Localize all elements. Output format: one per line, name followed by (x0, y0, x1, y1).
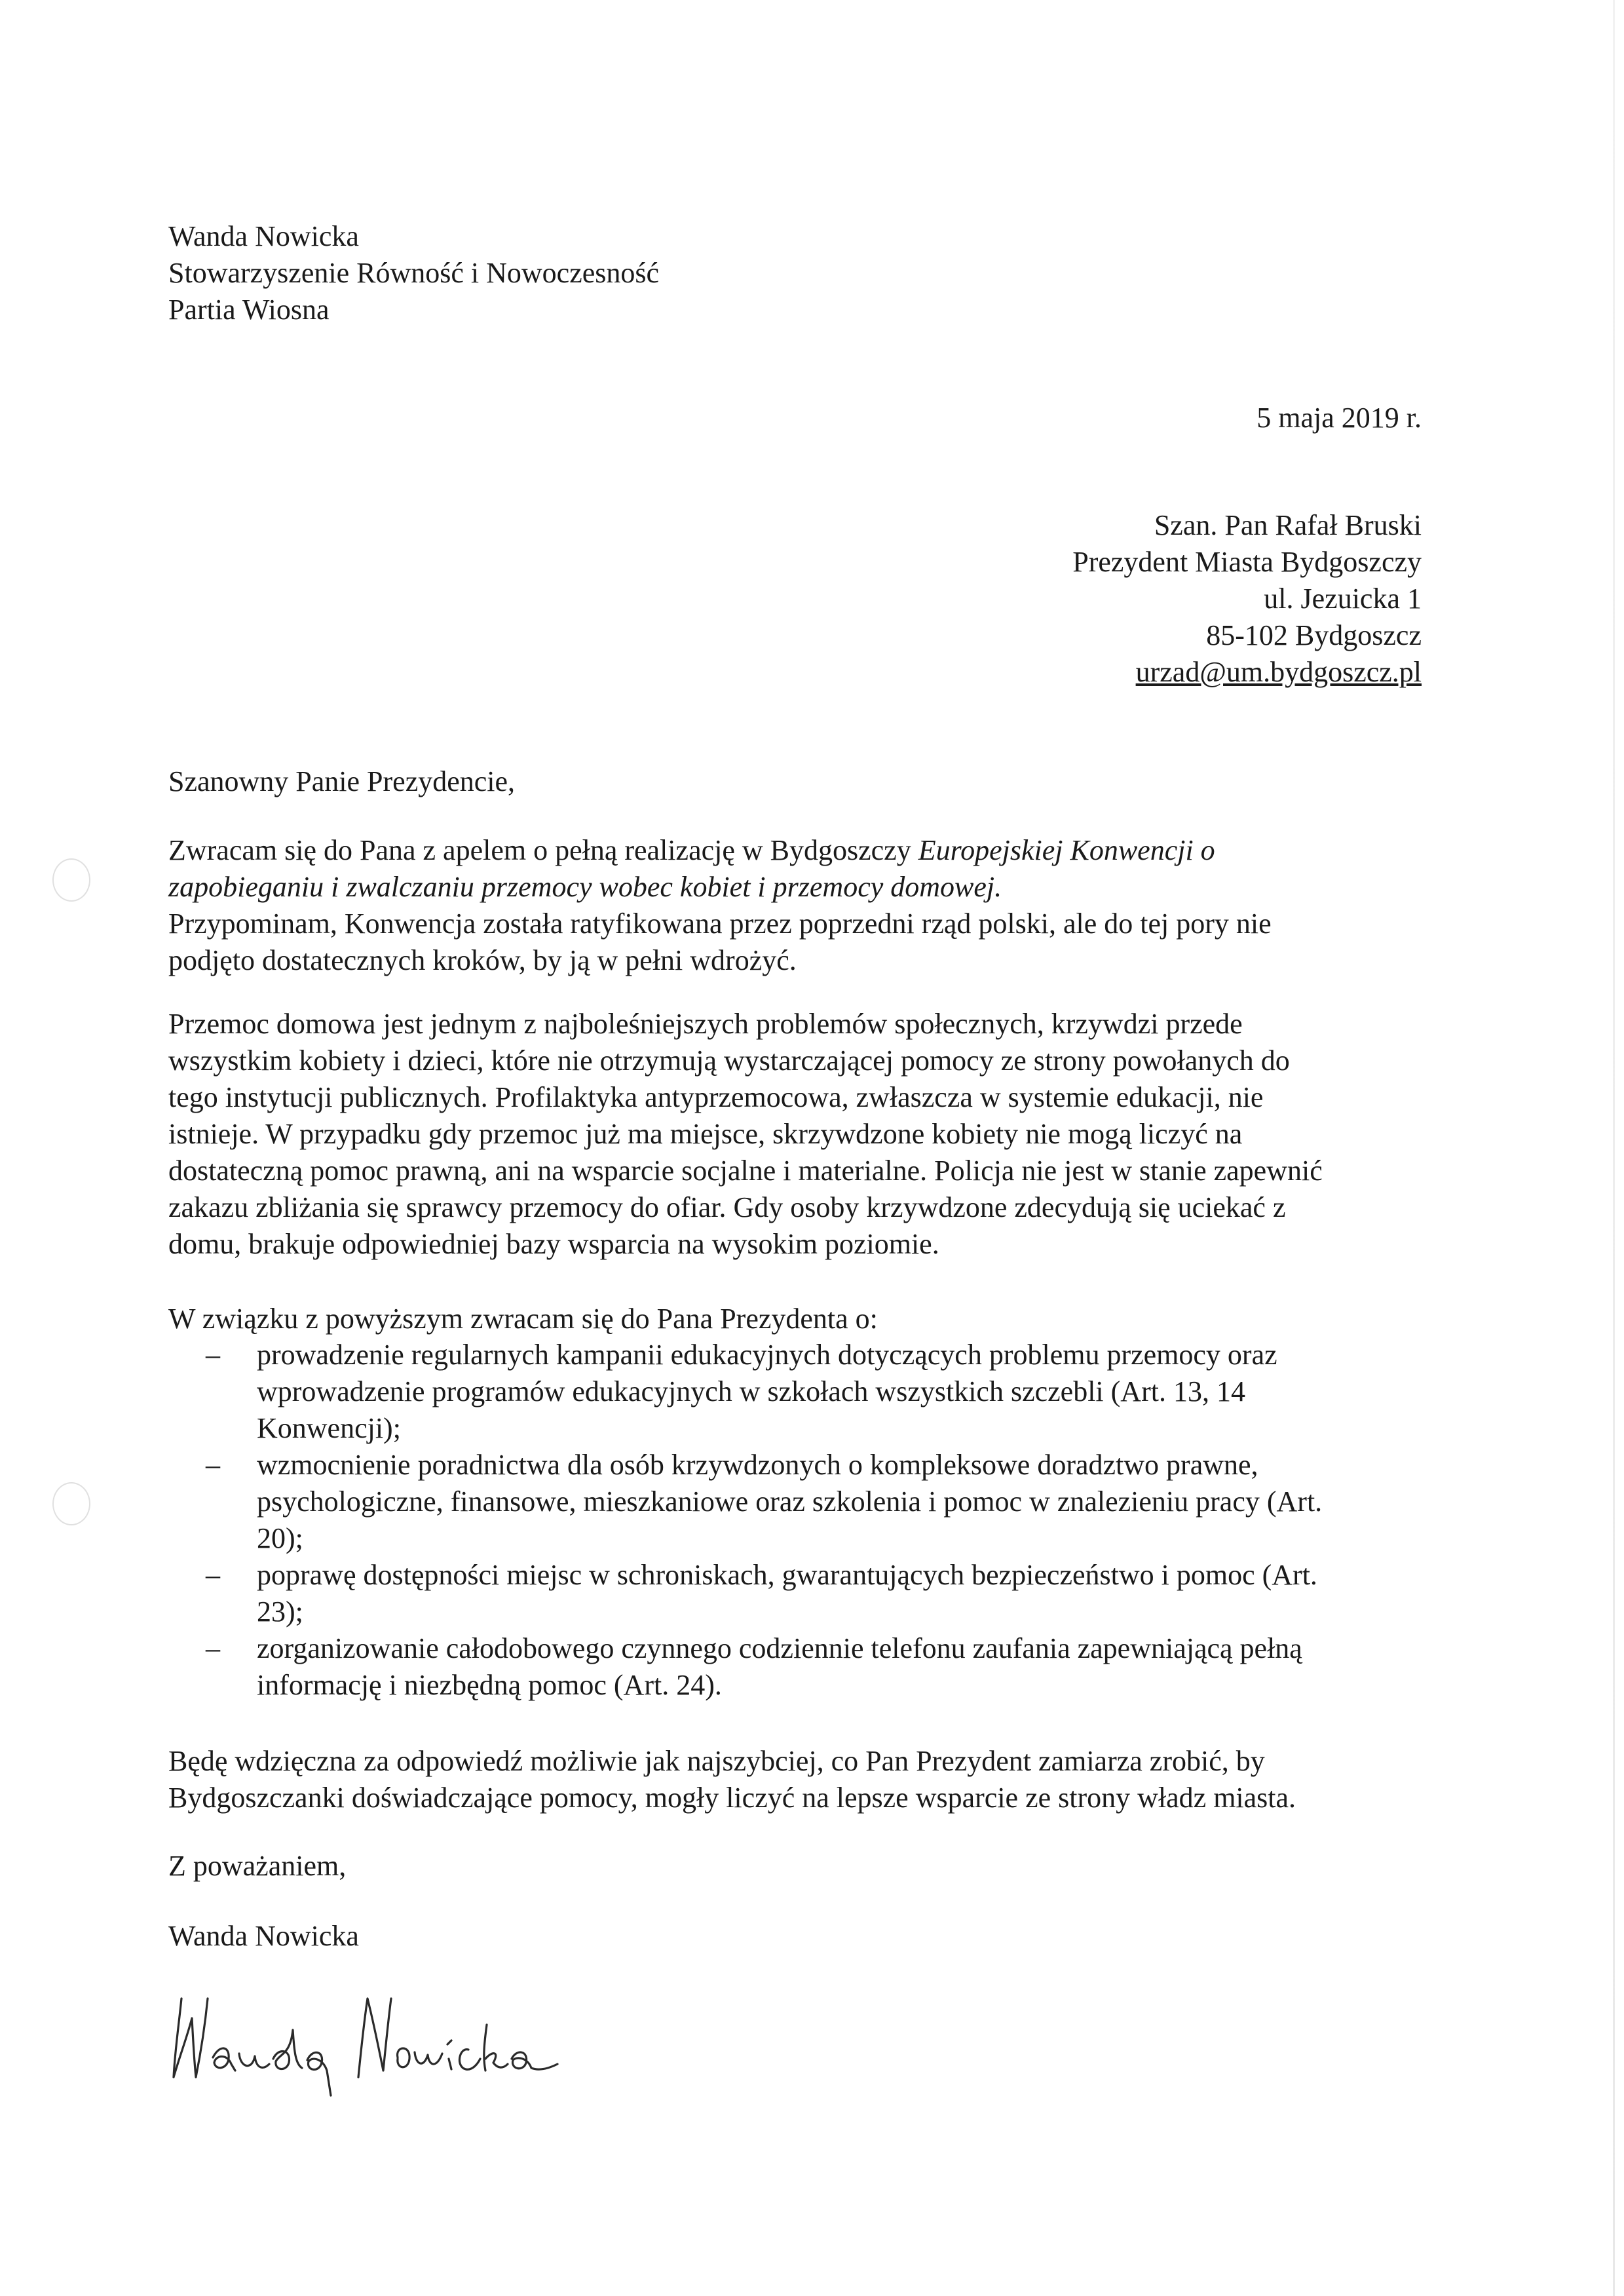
list-dash: – (206, 1559, 220, 1591)
sender-organization: Stowarzyszenie Równość i Nowoczesność (168, 257, 660, 289)
list-item-line: 23); (257, 1596, 303, 1628)
paragraph-2-line: istnieje. W przypadku gdy przemoc już ma miejsce, skrzywdzone kobiety nie mogą liczyć na (168, 1118, 1243, 1150)
paragraph-4-line: Będę wdzięczna za odpowiedź możliwie jak najszybciej, co Pan Prezydent zamiarza zrobić, by (168, 1745, 1265, 1777)
paragraph-2 (168, 1006, 1426, 1263)
paragraph-1-line: Przypominam, Konwencja została ratyfikowana przez poprzedni rząd polski, ale do tej pory nie (168, 908, 1272, 940)
letter-date (1074, 400, 1422, 436)
paragraph-1-line (168, 832, 1426, 869)
list-dash: – (206, 1339, 220, 1371)
paragraph-2-line: dostateczną pomoc prawną, ani na wsparcie socjalne i materialne. Policja nie jest w stanie zapewnić (168, 1155, 1323, 1187)
paragraph-1 (168, 832, 1426, 979)
list-item (168, 1630, 1426, 1704)
paragraph-4 (168, 1743, 1426, 1816)
closing (168, 1848, 346, 1885)
paragraph-2-line: wszystkim kobiety i dzieci, które nie otrzymują wystarczającej pomocy ze strony powołanych do (168, 1044, 1290, 1077)
convention-title-part: Europejskiej Konwencji o (918, 834, 1215, 866)
paragraph-2-line: Przemoc domowa jest jednym z najboleśniejszych problemów społecznych, krzywdzi przede (168, 1008, 1243, 1040)
paragraph-3-text: W związku z powyższym zwracam się do Pana Prezydenta o: (168, 1303, 878, 1335)
list-item-line: poprawę dostępności miejsc w schroniskach, gwarantujących bezpieczeństwo i pomoc (Art. (257, 1559, 1317, 1591)
list-item (168, 1447, 1426, 1557)
list-dash: – (206, 1632, 220, 1664)
recipient-line1: Szan. Pan Rafał Bruski (1154, 509, 1422, 541)
paragraph-2-line: zakazu zbliżania się sprawcy przemocy do ofiar. Gdy osoby krzywdzone zdecydują się uciekać z (168, 1191, 1286, 1223)
paragraph-1-line: podjęto dostatecznych kroków, by ją w pełni wdrożyć. (168, 944, 797, 976)
sender-party: Partia Wiosna (168, 294, 330, 326)
signature-name-text: Wanda Nowicka (168, 1920, 359, 1952)
punch-hole-bottom (52, 1482, 90, 1525)
list-item-line: zorganizowanie całodobowego czynnego codziennie telefonu zaufania zapewniającą pełną (257, 1632, 1302, 1664)
list-item-line: wzmocnienie poradnictwa dla osób krzywdzonych o kompleksowe doradztwo prawne, (257, 1449, 1258, 1481)
convention-title-continued: zapobieganiu i zwalczaniu przemocy wobec kobiet i przemocy domowej. (168, 871, 1002, 903)
paragraph-3 (168, 1301, 1426, 1337)
list-item (168, 1557, 1426, 1630)
recipient-email-link[interactable]: urzad@um.bydgoszcz.pl (1135, 656, 1422, 688)
list-item (168, 1337, 1426, 1447)
paragraph-2-line: tego instytucji publicznych. Profilaktyka antyprzemocowa, zwłaszcza w systemie edukacji, nie (168, 1081, 1264, 1113)
salutation-text: Szanowny Panie Prezydencie, (168, 765, 516, 797)
recipient-line2: Prezydent Miasta Bydgoszczy (1072, 546, 1422, 578)
sender-block (168, 218, 659, 328)
sender-name: Wanda Nowicka (168, 220, 359, 252)
recipient-line3: ul. Jezuicka 1 (1264, 583, 1422, 615)
list-item-line: Konwencji); (257, 1412, 401, 1444)
handwritten-signature (167, 1972, 560, 2103)
list-dash: – (206, 1449, 220, 1481)
list-item-line: psychologiczne, finansowe, mieszkaniowe oraz szkolenia i pomoc w znalezieniu pracy (Art. (257, 1485, 1323, 1518)
paragraph-1-text: Zwracam się do Pana z apelem o pełną realizację w Bydgoszczy (168, 834, 918, 866)
list-item-line: informację i niezbędną pomoc (Art. 24). (257, 1669, 722, 1701)
recipient-line4: 85-102 Bydgoszcz (1206, 619, 1422, 651)
closing-text: Z poważaniem, (168, 1850, 347, 1882)
salutation (168, 763, 515, 800)
punch-hole-top (52, 858, 90, 902)
date-text: 5 maja 2019 r. (1256, 402, 1422, 434)
paragraph-4-line: Bydgoszczanki doświadczające pomocy, mogły liczyć na lepsze wsparcie ze strony władz miasta. (168, 1782, 1296, 1814)
signature-name (168, 1918, 359, 1955)
paragraph-2-line: domu, brakuje odpowiedniej bazy wsparcia na wysokim poziomie. (168, 1228, 939, 1260)
page-edge (1613, 0, 1615, 2296)
list-item-line: wprowadzenie programów edukacyjnych w szkołach wszystkich szczebli (Art. 13, 14 (257, 1375, 1245, 1407)
list-item-line: 20); (257, 1522, 303, 1554)
request-list (168, 1337, 1426, 1704)
recipient-block (852, 507, 1422, 691)
list-item-line: prowadzenie regularnych kampanii edukacyjnych dotyczących problemu przemocy oraz (257, 1339, 1277, 1371)
